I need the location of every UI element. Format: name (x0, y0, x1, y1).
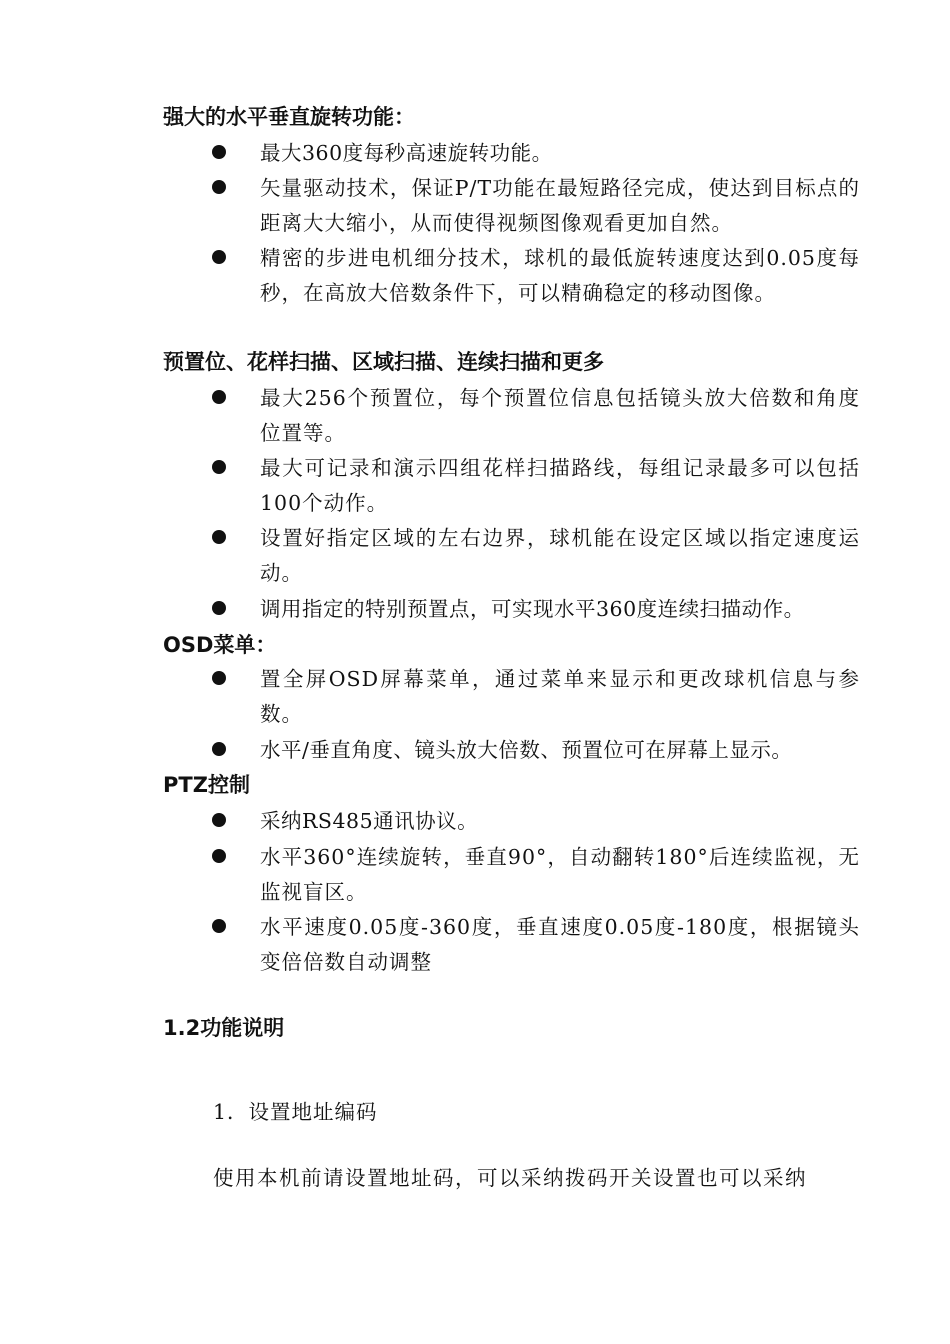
bullet-icon (212, 390, 226, 404)
list-item (212, 592, 862, 627)
bullet-icon (212, 813, 226, 827)
bullet-icon (212, 849, 226, 863)
list-item-text: 最大256个预置位，每个预置位信息包括镜头放大倍数和角度位置等。 (260, 386, 860, 445)
list-item (212, 840, 862, 910)
list-item-text: 水平360°连续旋转，垂直90°，自动翻转180°后连续监视，无监视盲区。 (260, 845, 860, 904)
list-item (212, 171, 862, 241)
list-item (212, 733, 862, 768)
bullet-icon (212, 601, 226, 615)
list-item-text: 水平/垂直角度、镜头放大倍数、预置位可在屏幕上显示。 (260, 738, 793, 762)
bullet-icon (212, 145, 226, 159)
list-item-text: 置全屏OSD屏幕菜单，通过菜单来显示和更改球机信息与参数。 (260, 667, 860, 726)
section-heading-presets: 预置位、花样扫描、区域扫描、连续扫描和更多 (163, 350, 604, 374)
bullet-icon (212, 671, 226, 685)
bullet-icon (212, 460, 226, 474)
bullet-icon (212, 742, 226, 756)
list-item-text: 矢量驱动技术，保证P/T功能在最短路径完成，使达到目标点的距离大大缩小，从而使得视频图像观看更加自然。 (260, 176, 860, 235)
paragraph-text: 使用本机前请设置地址码，可以采纳拨码开关设置也可以采纳 (213, 1166, 807, 1190)
list-item-text: 调用指定的特别预置点，可实现水平360度连续扫描动作。 (260, 597, 805, 621)
list-item (212, 521, 862, 591)
list-item-text: 精密的步进电机细分技术，球机的最低旋转速度达到0.05度每秒，在高放大倍数条件下，可以精确稳定的移动图像。 (260, 246, 860, 305)
bullet-icon (212, 919, 226, 933)
list-item (212, 241, 862, 311)
list-item-text: 最大360度每秒高速旋转功能。 (260, 141, 553, 165)
list-item (212, 804, 862, 839)
list-item (212, 910, 862, 980)
subheading-address-code: 1．设置地址编码 (213, 1100, 378, 1124)
bullet-icon (212, 180, 226, 194)
bullet-icon (212, 530, 226, 544)
list-item (212, 136, 862, 171)
list-item (212, 662, 862, 732)
list-item-text: 采纳RS485通讯协议。 (260, 809, 479, 833)
section-heading-osd: OSD菜单： (163, 633, 277, 657)
list-item-text: 设置好指定区域的左右边界，球机能在设定区域以指定速度运动。 (260, 526, 860, 585)
list-item (212, 451, 862, 521)
list-item (212, 381, 862, 451)
list-item-text: 最大可记录和演示四组花样扫描路线，每组记录最多可以包括100个动作。 (260, 456, 860, 515)
section-heading-ptz: PTZ控制 (163, 773, 250, 797)
section-heading-functions: 1.2功能说明 (163, 1016, 285, 1040)
list-item-text: 水平速度0.05度-360度，垂直速度0.05度-180度，根据镜头变倍倍数自动调整 (260, 915, 860, 974)
section-heading-rotation: 强大的水平垂直旋转功能： (163, 105, 415, 129)
bullet-icon (212, 250, 226, 264)
